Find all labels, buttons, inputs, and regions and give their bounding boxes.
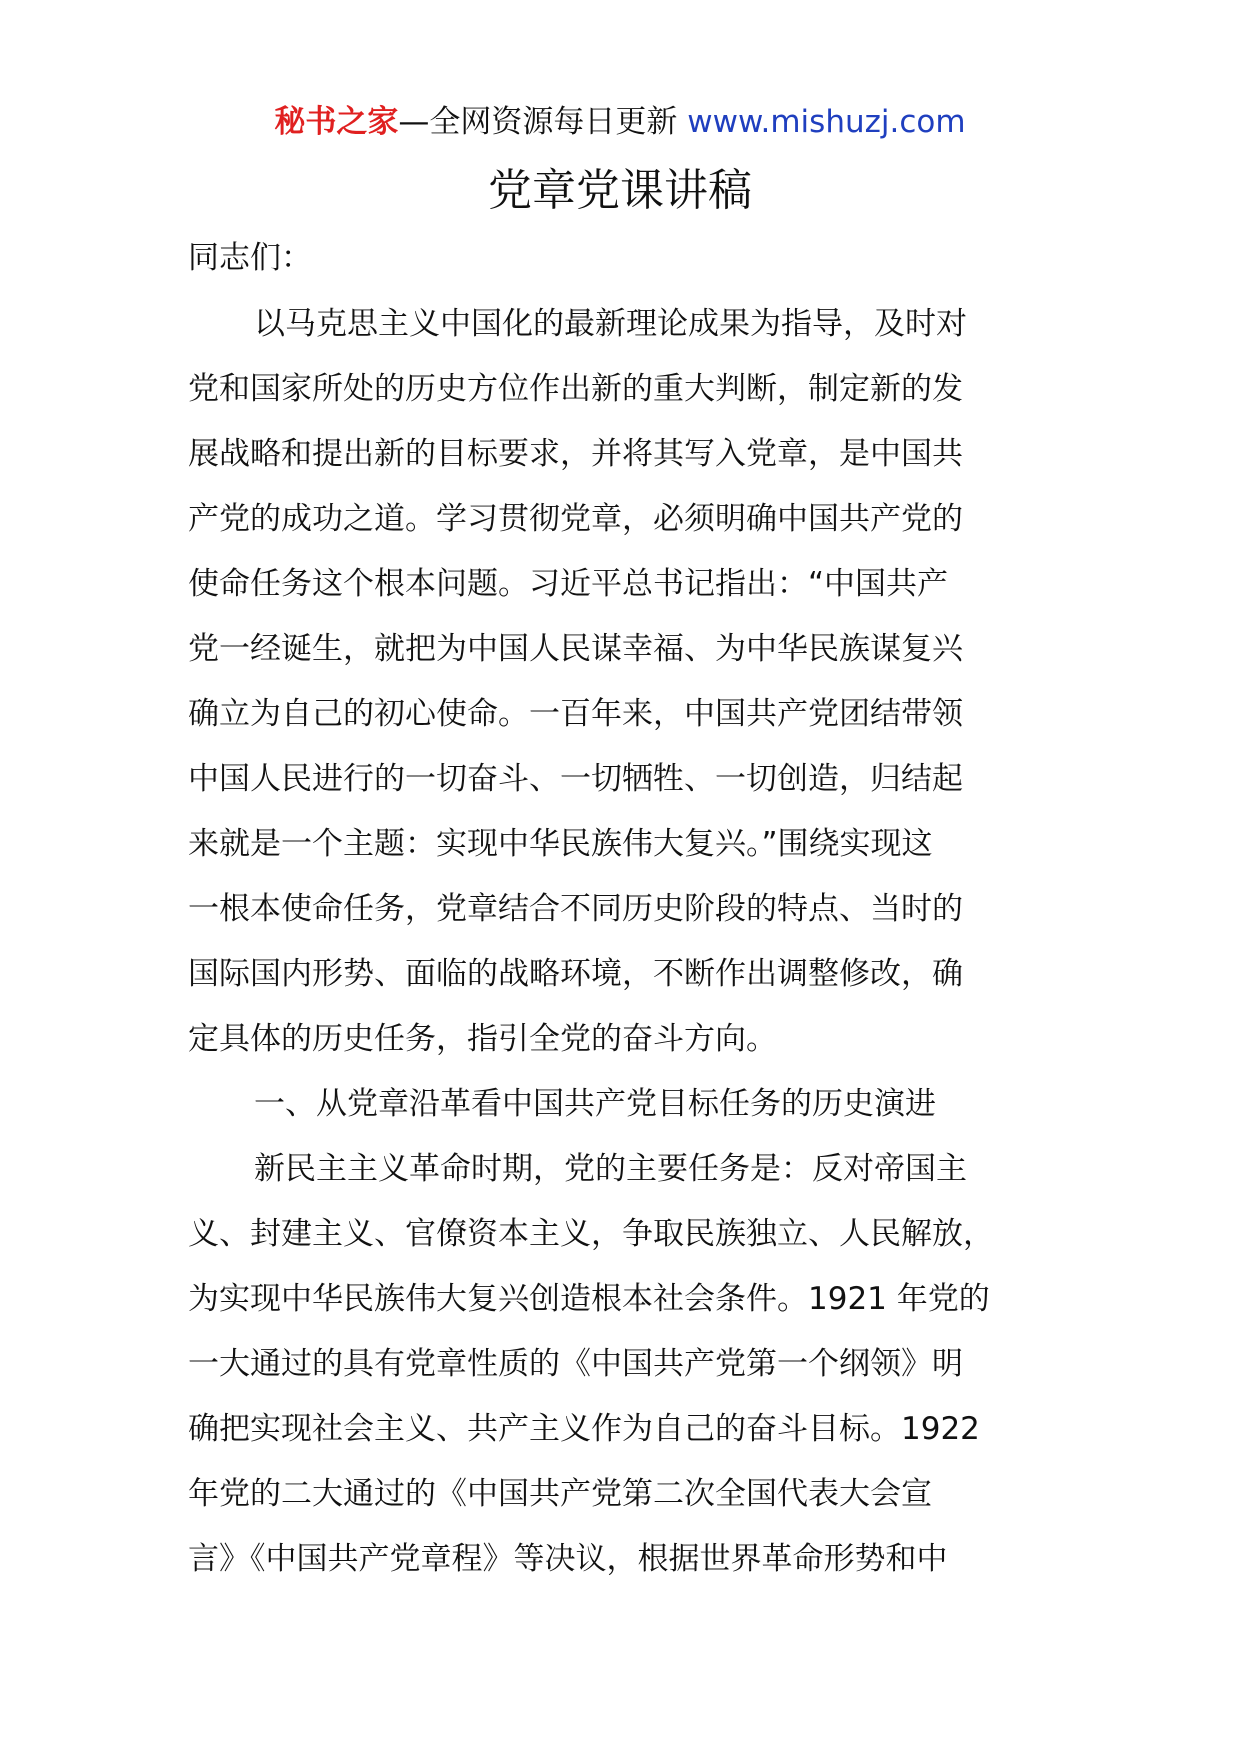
paragraph-line: 言》《中国共产党章程》等决议，根据世界革命形势和中 [188,1541,948,1577]
paragraph-line: 来就是一个主题：实现中华民族伟大复兴。”围绕实现这 [188,826,933,862]
paragraph-line: 义、封建主义、官僚资本主义，争取民族独立、人民解放， [188,1216,994,1252]
document-body [188,228,1088,1592]
paragraph-line: 新民主主义革命时期，党的主要任务是：反对帝国主 [254,1151,967,1187]
paragraph-line: 确立为自己的初心使命。一百年来，中国共产党团结带领 [188,696,963,732]
site-header [0,100,1240,144]
paragraph-line: 使命任务这个根本问题。习近平总书记指出：“中国共产 [188,566,949,602]
paragraph-line: 为实现中华民族伟大复兴创造根本社会条件。1921 年党的 [188,1281,990,1317]
paragraph-line: 产党的成功之道。学习贯彻党章，必须明确中国共产党的 [188,501,963,537]
paragraph-line: 以马克思主义中国化的最新理论成果为指导，及时对 [254,306,967,342]
paragraph-line: 党和国家所处的历史方位作出新的重大判断，制定新的发 [188,371,963,407]
section-heading: 一、从党章沿革看中国共产党目标任务的历史演进 [254,1086,936,1122]
paragraph-line: 确把实现社会主义、共产主义作为自己的奋斗目标。1922 [188,1411,980,1447]
paragraph-line: 一根本使命任务，党章结合不同历史阶段的特点、当时的 [188,891,963,927]
site-url[interactable]: www.mishuzj.com [687,104,966,140]
header-slogan: —全网资源每日更新 [398,104,678,140]
document-title: 党章党课讲稿 [488,165,752,216]
paragraph-line: 展战略和提出新的目标要求，并将其写入党章，是中国共 [188,436,963,472]
paragraph-line: 年党的二大通过的《中国共产党第二次全国代表大会宣 [188,1476,932,1512]
paragraph-line: 一大通过的具有党章性质的《中国共产党第一个纲领》明 [188,1346,963,1382]
paragraph-line: 党一经诞生，就把为中国人民谋幸福、为中华民族谋复兴 [188,631,963,667]
brand-name: 秘书之家 [274,104,399,140]
paragraph-line: 定具体的历史任务，指引全党的奋斗方向。 [188,1021,777,1057]
paragraph-line: 中国人民进行的一切奋斗、一切牺牲、一切创造，归结起 [188,761,963,797]
paragraph-line: 国际国内形势、面临的战略环境，不断作出调整修改，确 [188,956,963,992]
salutation: 同志们： [188,240,312,276]
